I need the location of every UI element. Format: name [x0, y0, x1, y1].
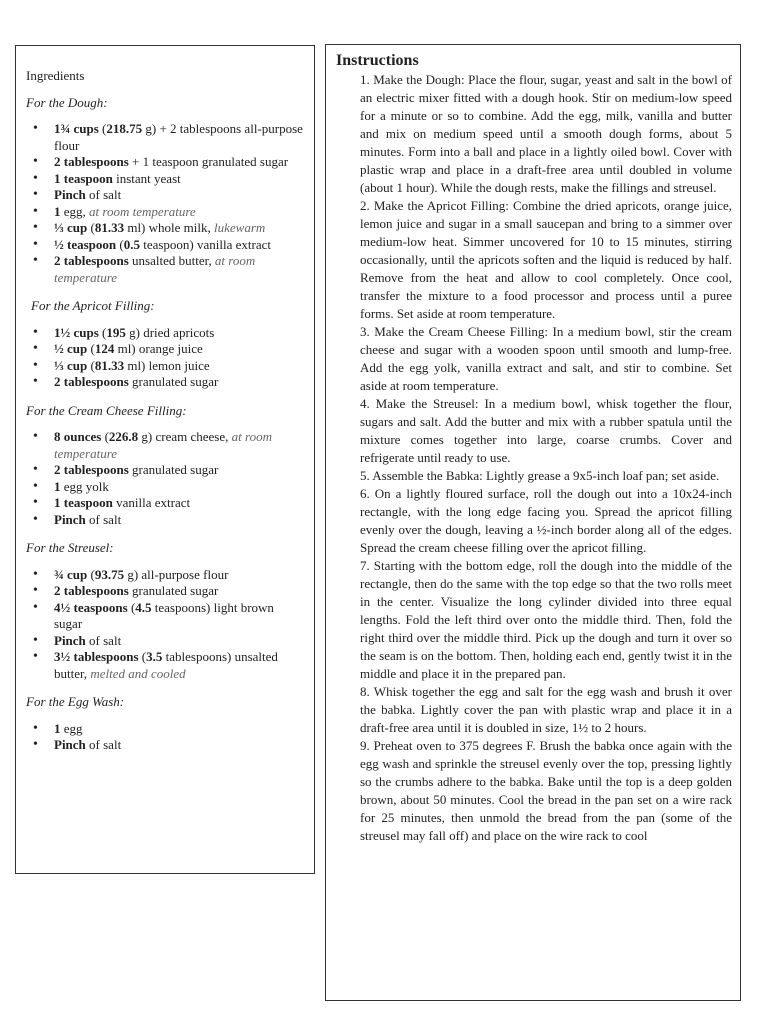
- ingredient-text: (: [138, 649, 147, 664]
- ingredient-amount: 1 teaspoon: [54, 495, 113, 510]
- ingredient-amount: 195: [106, 324, 126, 340]
- section-heading: For the Apricot Filling:: [31, 298, 155, 313]
- ingredient-text: (: [101, 429, 109, 444]
- ingredient-item: [26, 512, 304, 529]
- ingredients-sections: [26, 95, 304, 754]
- ingredient-amount: 124: [94, 341, 115, 356]
- ingredient-item: [26, 237, 304, 254]
- ingredient-amount: 93.75: [94, 566, 125, 582]
- ingredient-amount: Pinch: [54, 737, 86, 752]
- instructions-panel: [325, 44, 741, 1001]
- ingredient-note: at room temperature: [54, 429, 272, 461]
- ingredient-amount: 1: [54, 478, 61, 494]
- instruction-step: 8. Whisk together the egg and salt for the egg wash and brush it over the babka. Lightly cover the pan with plastic wrap and place it in a draft-free area until it is doubled in size, 1½ to 2 hours.: [360, 684, 732, 735]
- ingredient-text: egg: [60, 720, 83, 736]
- ingredient-amount: 1¾ cups: [54, 121, 99, 136]
- ingredient-text: egg yolk: [60, 478, 109, 494]
- ingredient-text: (: [87, 566, 95, 582]
- ingredient-text: + 1 teaspoon granulated sugar: [128, 154, 289, 169]
- instructions-list: [336, 71, 732, 845]
- ingredient-amount: 4.5: [135, 599, 152, 615]
- ingredient-text: of salt: [85, 632, 122, 648]
- ingredient-item: [26, 567, 304, 584]
- ingredient-text: (: [116, 236, 124, 252]
- ingredient-item: [26, 479, 304, 496]
- ingredient-list: [26, 567, 304, 683]
- ingredient-text: (: [127, 599, 136, 615]
- ingredient-item: [26, 495, 304, 512]
- ingredient-item: [26, 325, 304, 342]
- ingredient-text: g) all-purpose flour: [124, 566, 229, 582]
- ingredient-note: at room temperature: [54, 253, 256, 285]
- ingredient-text: ml) whole milk,: [124, 220, 214, 235]
- ingredient-amount: 1: [54, 720, 61, 736]
- ingredient-text: granulated sugar: [128, 374, 219, 389]
- ingredient-amount: ⅓ cup: [54, 357, 88, 373]
- ingredient-item: [26, 429, 304, 462]
- ingredient-text: teaspoons) light brown sugar: [54, 599, 274, 631]
- instruction-step: 3. Make the Cream Cheese Filling: In a medium bowl, stir the cream cheese and sugar with a wooden spoon until smooth and lump-free. Add the egg yolk, vanilla extract and salt, and stir to combine. Set aside at room temperature.: [360, 324, 732, 393]
- ingredient-item: [26, 171, 304, 188]
- ingredient-text: (: [87, 357, 95, 373]
- ingredient-amount: 1½ cups: [54, 324, 99, 340]
- ingredient-amount: 2 tablespoons: [54, 374, 129, 389]
- ingredient-text: (: [98, 324, 107, 340]
- instruction-step: 4. Make the Streusel: In a medium bowl, whisk together the flour, sugars and salt. Add the butter and mix with a rubber spatula until the mixture comes together into large, coarse crumbs. Cover and refrigerate until ready to use.: [360, 396, 732, 465]
- ingredient-item: [26, 600, 304, 633]
- instruction-step: 7. Starting with the bottom edge, roll the dough into the middle of the rectangle, then do the same with the top edge so that the two rolls meet in the center. Visualize the long cylinder divided into three equal lengths. Fold the left third over onto the middle third. Then, fold the right third over the middle third. Pick up the dough and turn it over so the seam is on the bottom. Then, holding each end, gently twist it in the middle and place it in the prepared pan.: [360, 558, 733, 681]
- ingredient-amount: ½ teaspoon: [54, 236, 117, 252]
- ingredient-note: at room temperature: [89, 203, 196, 219]
- ingredient-text: (: [98, 121, 107, 136]
- ingredient-text: teaspoon) vanilla extract: [139, 236, 271, 252]
- ingredient-amount: ¾ cup: [54, 566, 88, 582]
- ingredient-amount: 3½ tablespoons: [54, 649, 139, 664]
- ingredient-amount: 81.33: [94, 357, 125, 373]
- ingredient-amount: ½ cup: [54, 341, 88, 356]
- ingredient-list: [26, 121, 304, 286]
- instruction-step: 1. Make the Dough: Place the flour, sugar, yeast and salt in the bowl of an electric mixer fitted with a dough hook. Stir on medium-low speed for a minute or so to combine. Add the egg, milk, vanilla and butter and mix on medium speed until a smooth dough forms, about 5 minutes. Form into a ball and place in a lightly oiled bowl. Cover with plastic wrap and place in a draft-free area until doubled in volume (about 1 hour). While the dough rests, make the fillings and streusel.: [360, 72, 732, 195]
- ingredient-amount: 226.8: [108, 429, 139, 444]
- ingredient-item: [26, 462, 304, 479]
- ingredient-item: [26, 204, 304, 221]
- instruction-step: 2. Make the Apricot Filling: Combine the dried apricots, orange juice, lemon juice and sugar in a small saucepan and bring to a simmer over medium-low heat. Simmer uncovered for 10 to 15 minutes, stirring occasionally, until the apricots soften and the liquid is reduced by half. Remove from the heat and allow to cool completely. Once cool, transfer the mixture to a food processor and process until a puree forms. Set aside at room temperature.: [360, 198, 732, 321]
- ingredient-item: [26, 583, 304, 600]
- ingredient-item: [26, 121, 304, 154]
- ingredient-text: ml) lemon juice: [124, 357, 210, 373]
- section-heading: For the Cream Cheese Filling:: [26, 402, 187, 418]
- ingredient-item: [26, 737, 304, 754]
- ingredient-text: of salt: [85, 187, 122, 202]
- ingredient-item: [26, 154, 304, 171]
- ingredient-item: [26, 633, 304, 650]
- ingredient-amount: 1: [54, 203, 61, 219]
- ingredient-note: lukewarm: [214, 220, 266, 235]
- instruction-step: 5. Assemble the Babka: Lightly grease a 9x5-inch loaf pan; set aside.: [360, 468, 720, 483]
- ingredient-item: [26, 220, 304, 237]
- ingredient-text: instant yeast: [112, 170, 181, 186]
- ingredient-text: g) + 2 tablespoons all-purpose flour: [54, 121, 303, 153]
- ingredient-item: [26, 253, 304, 286]
- ingredient-list: [26, 325, 304, 391]
- section-heading: For the Dough:: [26, 94, 108, 110]
- ingredient-item: [26, 341, 304, 358]
- ingredient-amount: 0.5: [123, 236, 140, 252]
- ingredient-text: ml) orange juice: [114, 341, 203, 356]
- instructions-title: Instructions: [336, 52, 419, 69]
- ingredient-text: g) dried apricots: [125, 324, 215, 340]
- instruction-step: 9. Preheat oven to 375 degrees F. Brush the babka once again with the egg wash and sprinkle the streusel evenly over the top, pressing lightly so the crumbs adhere to the babka. Bake until the top is a deep golden brown, about 50 minutes. Cool the bread in the pan set on a wire rack for 25 minutes, then unmold the bread from the pan (some of the streusel may fall off) and place on the wire rack to cool: [360, 738, 732, 843]
- ingredient-item: [26, 187, 304, 204]
- ingredient-amount: 8 ounces: [54, 429, 102, 444]
- ingredient-amount: Pinch: [54, 511, 86, 527]
- ingredient-amount: 4½ teaspoons: [54, 599, 128, 615]
- ingredient-amount: 81.33: [94, 220, 125, 235]
- ingredient-amount: 2 tablespoons: [54, 462, 129, 477]
- ingredients-title: Ingredients: [26, 68, 85, 83]
- ingredient-text: tablespoons) unsalted butter,: [54, 649, 278, 681]
- ingredient-list: [26, 429, 304, 528]
- section-heading: For the Streusel:: [26, 540, 114, 555]
- ingredient-note: melted and cooled: [90, 665, 186, 681]
- ingredient-amount: 2 tablespoons: [54, 154, 129, 169]
- ingredient-amount: 2 tablespoons: [54, 253, 129, 268]
- ingredient-amount: 1 teaspoon: [54, 170, 113, 186]
- ingredient-text: g) cream cheese,: [138, 429, 232, 444]
- ingredient-amount: Pinch: [54, 632, 86, 648]
- ingredients-panel: [15, 45, 315, 874]
- ingredient-amount: 2 tablespoons: [54, 583, 129, 598]
- ingredient-list: [26, 721, 304, 754]
- ingredient-text: (: [87, 220, 95, 235]
- ingredient-item: [26, 721, 304, 738]
- section-heading: For the Egg Wash:: [26, 694, 125, 709]
- ingredient-amount: Pinch: [54, 187, 86, 202]
- ingredient-text: of salt: [85, 737, 122, 752]
- instruction-step: 6. On a lightly floured surface, roll the dough out into a 10x24-inch rectangle, with the long edge facing you. Spread the apricot filling evenly over the dough, leaving a ½-inch border along all of the edges. Spread the cream cheese filling over the apricot filling.: [360, 486, 732, 555]
- ingredient-text: (: [87, 341, 95, 356]
- ingredient-text: of salt: [85, 511, 122, 527]
- ingredient-amount: 3.5: [146, 649, 163, 664]
- ingredient-item: [26, 358, 304, 375]
- ingredient-text: granulated sugar: [128, 583, 219, 598]
- ingredient-item: [26, 649, 304, 682]
- ingredient-amount: ⅓ cup: [54, 220, 88, 235]
- ingredient-text: vanilla extract: [112, 495, 191, 510]
- ingredient-text: unsalted butter,: [128, 253, 215, 268]
- ingredient-text: granulated sugar: [128, 462, 219, 477]
- ingredient-amount: 218.75: [106, 121, 143, 136]
- ingredient-text: egg,: [60, 203, 90, 219]
- ingredient-item: [26, 374, 304, 391]
